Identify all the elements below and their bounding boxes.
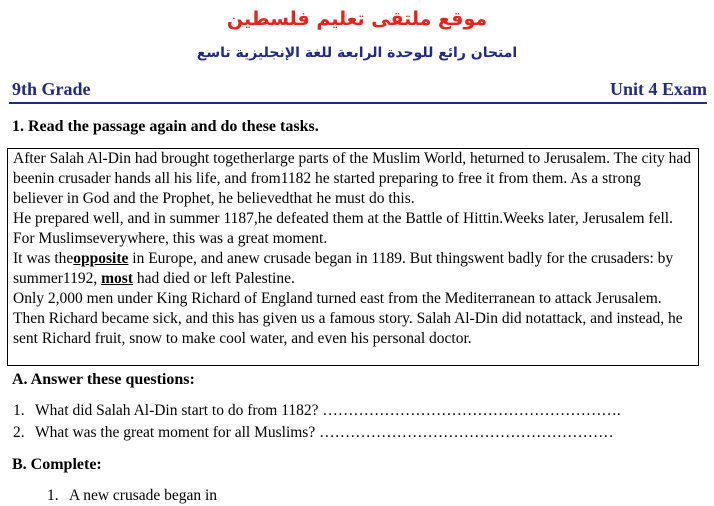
grade-header (9, 78, 707, 104)
grade-label: 9th Grade (12, 79, 91, 99)
item-text: A new crusade began in (69, 487, 218, 504)
question-text: What was the great moment for all Muslims? ………………………………………………… (35, 424, 614, 441)
passage-text: had died or left Palestine. (132, 270, 295, 287)
unit-label: Unit 4 Exam (609, 79, 707, 99)
passage-text: It was the (13, 250, 74, 267)
question-2 (13, 423, 614, 443)
passage-paragraph-2: He prepared well, and in summer 1187,he defeated them at the Battle of Hittin.Weeks later, Jerusalem fell. For Muslimseverywhere, this was a great moment. (13, 210, 673, 247)
complete-item-1 (47, 486, 217, 506)
reading-passage (7, 148, 699, 366)
section-b-heading: B. Complete: (12, 456, 102, 473)
section-a-heading: A. Answer these questions: (12, 371, 195, 388)
passage-paragraph-1: After Salah Al-Din had brought togetherlarge parts of the Muslim World, heturned to Jerusalem. The city had beenin crusader hands all his life, and from1182 he started preparing to free it from them. As a strong believer in God and the Prophet, he believedthat he must do this. (13, 150, 692, 207)
site-title: موقع ملتقى تعليم فلسطين (226, 8, 488, 30)
exam-subtitle: امتحان رائع للوحدة الرابعة للغة الإنجليزية تاسع (196, 45, 518, 61)
task-heading: 1. Read the passage again and do these tasks. (12, 118, 319, 135)
question-number: 2. (13, 424, 25, 441)
highlighted-word-most: most (101, 270, 133, 287)
question-number: 1. (13, 402, 25, 419)
question-text: What did Salah Al-Din start to do from 1182? …………………………………………………. (35, 402, 621, 419)
question-1 (13, 401, 621, 421)
passage-text: in Europe, and anew crusade began in 1189. But thingswent badly for the crusaders: by summer1192, (13, 250, 674, 287)
passage-paragraph-4: Only 2,000 men under King Richard of England turned east from the Mediterranean to attack Jerusalem. Then Richard became sick, and this has given us a famous story. Salah Al-Din did notattack, and instead, he sent Richard fruit, snow to make cool water, and even his personal doctor. (13, 290, 683, 347)
highlighted-word-opposite: opposite (73, 250, 129, 267)
item-number: 1. (47, 487, 59, 504)
passage-paragraph-3 (13, 249, 692, 289)
